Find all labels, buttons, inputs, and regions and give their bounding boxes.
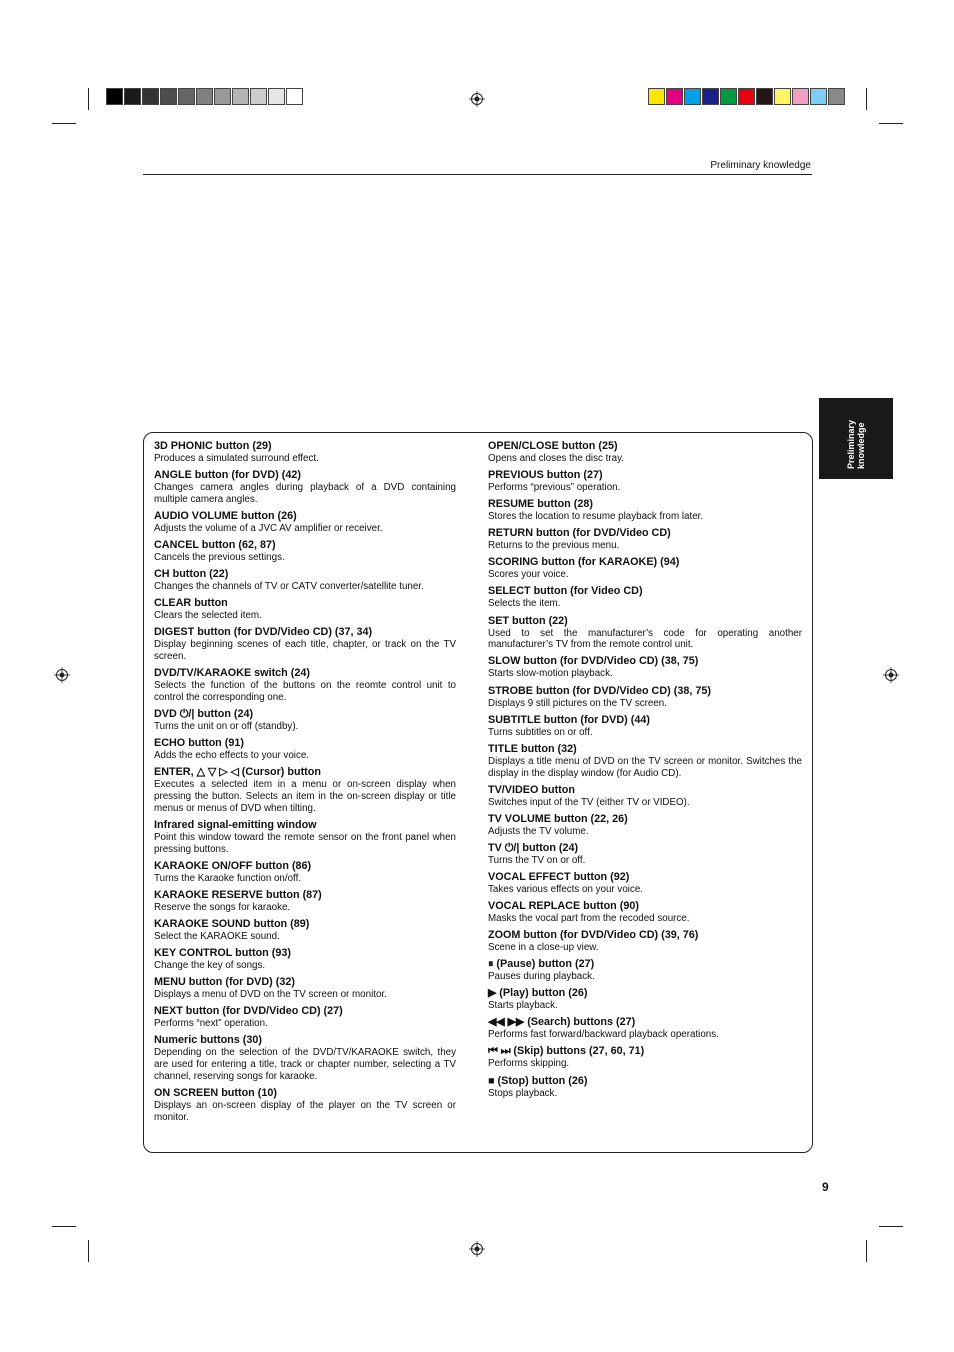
entry-description: Stops playback. — [488, 1087, 558, 1099]
entry-title: Numeric buttons (30) — [154, 1034, 262, 1047]
glossary-entry — [488, 615, 802, 652]
calibration-swatch — [106, 88, 123, 105]
entry-title: TV VOLUME button (22, 26) — [488, 812, 628, 825]
glossary-left-column — [154, 440, 456, 1128]
calibration-swatch — [648, 88, 665, 105]
entry-title: SET button (22) — [488, 614, 568, 627]
entry-title: ON SCREEN button (10) — [154, 1087, 277, 1100]
entry-title: DVD/TV/KARAOKE switch (24) — [154, 667, 310, 680]
glossary-entry — [154, 860, 456, 885]
glossary-entry — [154, 766, 456, 814]
entry-description: Select the KARAOKE sound. — [154, 931, 280, 943]
glossary-entry — [154, 976, 456, 1001]
crop-mark — [52, 1226, 76, 1227]
entry-description: Pauses during playback. — [488, 971, 595, 983]
calibration-swatch — [286, 88, 303, 105]
calibration-swatch — [232, 88, 249, 105]
entry-description: Display beginning scenes of each title, chapter, or track on the TV screen. — [154, 639, 456, 663]
glossary-entry — [154, 510, 456, 535]
entry-title: ZOOM button (for DVD/Video CD) (39, 76) — [488, 929, 699, 942]
entry-title: TITLE button (32) — [488, 742, 577, 755]
entry-title: CANCEL button (62, 87) — [154, 539, 276, 552]
entry-title: ◀◀ ▶▶ (Search) buttons (27) — [488, 1016, 636, 1029]
calibration-swatch — [792, 88, 809, 105]
glossary-entry — [488, 585, 802, 610]
glossary-entry — [488, 871, 802, 896]
entry-title: RESUME button (28) — [488, 498, 593, 511]
entry-description: Turns subtitles on or off. — [488, 726, 593, 738]
entry-description: Scores your voice. — [488, 569, 569, 581]
entry-description: Adds the echo effects to your voice. — [154, 750, 310, 762]
glossary-entry — [154, 568, 456, 593]
entry-title: KARAOKE ON/OFF button (86) — [154, 859, 312, 872]
entry-description: Selects the item. — [488, 598, 561, 610]
glossary-entry — [488, 498, 802, 523]
entry-title: KARAOKE SOUND button (89) — [154, 918, 310, 931]
glossary-entry — [488, 655, 802, 680]
gray-calibration-strip — [106, 88, 304, 105]
entry-description: Opens and closes the disc tray. — [488, 453, 624, 464]
crop-mark — [52, 123, 76, 124]
glossary-entry — [154, 469, 456, 506]
entry-description: Displays an on-screen display of the player on the TV screen or monitor. — [154, 1100, 456, 1123]
running-header: Preliminary knowledge — [710, 160, 811, 171]
calibration-swatch — [810, 88, 827, 105]
entry-description: Takes various effects on your voice. — [488, 883, 644, 895]
glossary-right-column — [488, 440, 802, 1104]
entry-description: Performs “previous” operation. — [488, 482, 621, 494]
entry-title: SLOW button (for DVD/Video CD) (38, 75) — [488, 655, 699, 668]
glossary-entry — [154, 626, 456, 663]
entry-description: Masks the vocal part from the recoded source. — [488, 913, 690, 924]
calibration-swatch — [828, 88, 845, 105]
entry-title: ENTER, △ ▽ ▷ ◁ (Cursor) button — [154, 766, 321, 779]
glossary-entry — [154, 1005, 456, 1030]
entry-description: Adjusts the TV volume. — [488, 825, 589, 837]
entry-title: 3D PHONIC button (29) — [154, 440, 272, 452]
entry-description: Reserve the songs for karaoke. — [154, 902, 291, 913]
entry-description: Clears the selected item. — [154, 610, 262, 622]
entry-description: Change the key of songs. — [154, 960, 266, 972]
glossary-entry — [488, 929, 802, 954]
entry-title: TV/VIDEO button — [488, 783, 575, 796]
entry-title: ⏸ (Pause) button (27) — [488, 958, 595, 971]
entry-description: Used to set the manufacturer’s code for operating another manufacturer’s TV from the remote control unit. — [488, 627, 802, 651]
crop-mark — [866, 88, 867, 110]
side-tab-line: Preliminary — [846, 419, 856, 469]
entry-title: KARAOKE RESERVE button (87) — [154, 889, 322, 901]
entry-title: MENU button (for DVD) (32) — [154, 976, 295, 989]
calibration-swatch — [142, 88, 159, 105]
glossary-entry — [488, 440, 802, 465]
entry-description: Changes the channels of TV or CATV converter/satellite tuner. — [154, 581, 424, 593]
glossary-entry — [154, 737, 456, 762]
registration-mark-icon — [54, 667, 70, 683]
entry-title: PREVIOUS button (27) — [488, 469, 603, 482]
glossary-entry — [488, 987, 802, 1012]
glossary-entry — [488, 813, 802, 838]
glossary-entry — [488, 714, 802, 739]
calibration-swatch — [720, 88, 737, 105]
glossary-entry — [488, 842, 802, 867]
entry-title: SUBTITLE button (for DVD) (44) — [488, 713, 650, 726]
entry-title: SCORING button (for KARAOKE) (94) — [488, 556, 680, 569]
glossary-entry — [154, 708, 456, 733]
calibration-swatch — [160, 88, 177, 105]
glossary-entry — [154, 1034, 456, 1082]
glossary-entry — [488, 958, 802, 983]
entry-title: CLEAR button — [154, 597, 228, 610]
entry-title: ⏮ ⏭ (Skip) buttons (27, 60, 71) — [488, 1045, 645, 1058]
glossary-entry — [488, 743, 802, 780]
entry-title: RETURN button (for DVD/Video CD) — [488, 527, 671, 540]
calibration-swatch — [214, 88, 231, 105]
calibration-swatch — [684, 88, 701, 105]
side-tab-label — [819, 398, 893, 479]
side-tab-line: knowledge — [856, 422, 866, 469]
calibration-swatch — [268, 88, 285, 105]
glossary-entry — [488, 469, 802, 494]
entry-description: Turns the unit on or off (standby). — [154, 721, 299, 733]
color-calibration-strip — [648, 88, 846, 105]
calibration-swatch — [702, 88, 719, 105]
registration-mark-icon — [469, 1241, 485, 1257]
entry-description: Displays a menu of DVD on the TV screen or monitor. — [154, 989, 387, 1001]
calibration-swatch — [774, 88, 791, 105]
entry-title: ▶ (Play) button (26) — [488, 987, 588, 1000]
glossary-entry — [154, 539, 456, 564]
entry-description: Adjusts the volume of a JVC AV amplifier or receiver. — [154, 522, 383, 534]
entry-description: Displays 9 still pictures on the TV screen. — [488, 697, 667, 709]
entry-description: Executes a selected item in a menu or on-screen display when pressing the button. Selects an item in the on-screen display or title menus or menus of DVD when tilting. — [154, 779, 456, 814]
glossary-entry — [488, 784, 802, 809]
entry-title: STROBE button (for DVD/Video CD) (38, 75) — [488, 684, 711, 697]
entry-title: SELECT button (for Video CD) — [488, 585, 643, 598]
entry-description: Returns to the previous menu. — [488, 540, 620, 552]
entry-title: TV ⏻/| button (24) — [488, 841, 579, 854]
calibration-swatch — [756, 88, 773, 105]
glossary-entry — [154, 597, 456, 622]
glossary-entry — [154, 889, 456, 914]
entry-description: Turns the TV on or off. — [488, 854, 586, 866]
glossary-entry — [154, 667, 456, 704]
entry-description: Starts playback. — [488, 1000, 558, 1012]
calibration-swatch — [178, 88, 195, 105]
entry-description: Point this window toward the remote sensor on the front panel when pressing buttons. — [154, 832, 456, 855]
entry-title: OPEN/CLOSE button (25) — [488, 440, 618, 452]
entry-description: Switches input of the TV (either TV or VIDEO). — [488, 796, 690, 808]
entry-description: Changes camera angles during playback of a DVD containing multiple camera angles. — [154, 482, 456, 505]
crop-mark — [879, 1226, 903, 1227]
entry-description: Depending on the selection of the DVD/TV/KARAOKE switch, they are used for entering a title, track or chapter number, selecting a TV channel, reserving songs for karaoke. — [154, 1047, 456, 1083]
glossary-entry — [488, 556, 802, 581]
glossary-entry — [154, 1087, 456, 1124]
entry-description: Produces a simulated surround effect. — [154, 453, 319, 464]
calibration-swatch — [666, 88, 683, 105]
entry-description: Performs “next” operation. — [154, 1018, 268, 1030]
entry-description: Cancels the previous settings. — [154, 552, 285, 564]
entry-title: VOCAL EFFECT button (92) — [488, 870, 630, 883]
entry-title: KEY CONTROL button (93) — [154, 947, 291, 960]
crop-mark — [88, 1240, 89, 1262]
side-tab — [819, 398, 893, 479]
crop-mark — [866, 1240, 867, 1262]
calibration-swatch — [124, 88, 141, 105]
glossary-entry — [488, 685, 802, 710]
registration-mark-icon — [883, 667, 899, 683]
entry-title: ■ (Stop) button (26) — [488, 1074, 588, 1087]
glossary-entry — [488, 527, 802, 552]
entry-title: CH button (22) — [154, 568, 229, 581]
registration-mark-icon — [469, 91, 485, 107]
glossary-entry — [488, 900, 802, 925]
page-number: 9 — [822, 1180, 829, 1194]
entry-title: AUDIO VOLUME button (26) — [154, 509, 297, 522]
glossary-entry — [488, 1016, 802, 1041]
entry-description: Starts slow-motion playback. — [488, 668, 613, 680]
glossary-entry — [154, 947, 456, 972]
entry-title: VOCAL REPLACE button (90) — [488, 900, 639, 912]
entry-title: DVD ⏻/| button (24) — [154, 708, 254, 721]
entry-description: Performs skipping. — [488, 1058, 570, 1070]
glossary-entry — [154, 819, 456, 856]
entry-description: Selects the function of the buttons on the reomte control unit to control the corresponding one. — [154, 680, 456, 704]
calibration-swatch — [196, 88, 213, 105]
entry-title: ECHO button (91) — [154, 737, 244, 750]
crop-mark — [879, 123, 903, 124]
entry-description: Turns the Karaoke function on/off. — [154, 872, 302, 884]
entry-description: Stores the location to resume playback from later. — [488, 511, 704, 523]
entry-title: DIGEST button (for DVD/Video CD) (37, 34) — [154, 626, 373, 639]
entry-title: ANGLE button (for DVD) (42) — [154, 469, 301, 482]
header-rule — [143, 174, 812, 175]
glossary-entry — [154, 440, 456, 465]
crop-mark — [88, 88, 89, 110]
calibration-swatch — [250, 88, 267, 105]
glossary-entry — [154, 918, 456, 943]
entry-description: Performs fast forward/backward playback operations. — [488, 1029, 719, 1041]
calibration-swatch — [738, 88, 755, 105]
entry-title: Infrared signal-emitting window — [154, 819, 317, 832]
entry-description: Scene in a close-up view. — [488, 942, 599, 954]
entry-description: Displays a title menu of DVD on the TV screen or monitor. Switches the display in the display window (for Audio CD). — [488, 755, 802, 779]
glossary-entry — [488, 1075, 802, 1100]
glossary-entry — [488, 1045, 802, 1070]
entry-title: NEXT button (for DVD/Video CD) (27) — [154, 1005, 343, 1018]
